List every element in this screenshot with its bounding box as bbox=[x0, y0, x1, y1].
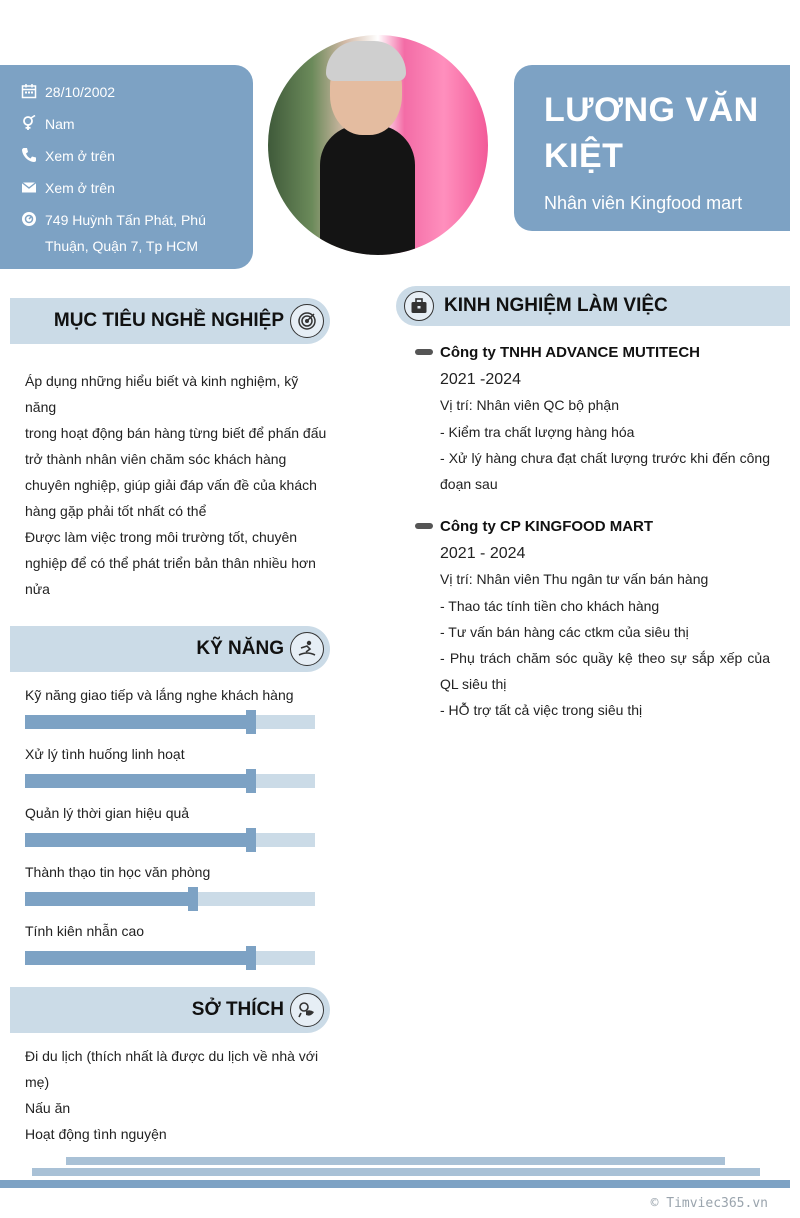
hobbies-title: SỞ THÍCH bbox=[191, 999, 284, 1020]
contact-phone bbox=[20, 143, 239, 169]
job-period: 2021 -2024 bbox=[440, 371, 521, 388]
phone-icon bbox=[20, 143, 38, 163]
gender-text: Nam bbox=[45, 116, 75, 132]
skill-label: Kỹ năng giao tiếp và lắng nghe khách hàng bbox=[25, 687, 294, 703]
skill-bar-fill bbox=[25, 892, 193, 906]
hobby-line: Hoạt động tình nguyện bbox=[25, 1126, 167, 1142]
contact-box bbox=[0, 65, 253, 269]
experience-header bbox=[396, 286, 790, 326]
skill-label: Tính kiên nhẫn cao bbox=[25, 923, 145, 939]
job-task: - HỖ trợ tất cả việc trong siêu thị bbox=[440, 702, 643, 718]
job-tasks bbox=[440, 593, 770, 723]
skill-bar-fill bbox=[25, 951, 251, 965]
skill-item bbox=[25, 864, 315, 906]
skill-bar bbox=[25, 833, 315, 847]
job-position: Vị trí: Nhân viên Thu ngân tư vấn bán hàng bbox=[440, 571, 709, 587]
objective-line: chuyên nghiệp, giúp giải đáp vấn đề của khách bbox=[25, 477, 317, 493]
job-company bbox=[415, 515, 770, 537]
job-task: - Xử lý hàng chưa đạt chất lượng trước khi đến công đoạn sau bbox=[440, 450, 770, 492]
job-entry bbox=[415, 515, 770, 723]
job-task: - Kiểm tra chất lượng hàng hóa bbox=[440, 424, 635, 440]
job-company bbox=[415, 341, 770, 363]
copyright-text: © Timviec365.vn bbox=[650, 1196, 768, 1211]
address-line-2: Thuận, Quận 7, Tp HCM bbox=[45, 238, 199, 254]
phone-text: Xem ở trên bbox=[45, 148, 115, 164]
candidate-role: Nhân viên Kingfood mart bbox=[544, 193, 743, 213]
contact-birthday bbox=[20, 79, 239, 105]
hobbies-header bbox=[10, 987, 330, 1033]
birthday-text: 28/10/2002 bbox=[45, 84, 116, 100]
contact-email bbox=[20, 175, 239, 201]
job-company-name: Công ty TNHH ADVANCE MUTITECH bbox=[440, 343, 700, 361]
hobby-line: Nấu ăn bbox=[25, 1100, 71, 1116]
skill-item bbox=[25, 746, 315, 788]
footer-line-bottom bbox=[0, 1180, 790, 1188]
job-task: - Tư vấn bán hàng các ctkm của siêu thị bbox=[440, 624, 689, 640]
objective-header bbox=[10, 298, 330, 344]
skill-bar-fill bbox=[25, 774, 251, 788]
job-position: Vị trí: Nhân viên QC bộ phận bbox=[440, 397, 619, 413]
skill-bar-knob bbox=[246, 769, 256, 793]
skill-bar-fill bbox=[25, 833, 251, 847]
profile-photo bbox=[268, 35, 488, 255]
gender-icon bbox=[20, 111, 38, 131]
objective-line: trở thành nhân viên chăm sóc khách hàng bbox=[25, 451, 287, 467]
objective-text bbox=[25, 368, 330, 602]
skills-header bbox=[10, 626, 330, 672]
skill-bar-knob bbox=[188, 887, 198, 911]
skill-bar-fill bbox=[25, 715, 251, 729]
skill-label: Xử lý tình huống linh hoạt bbox=[25, 746, 185, 762]
objective-line: hàng gặp phải tốt nhất có thể bbox=[25, 503, 207, 519]
skill-bar bbox=[25, 892, 315, 906]
contact-address bbox=[20, 207, 239, 259]
skill-label: Thành thạo tin học văn phòng bbox=[25, 864, 211, 880]
address-text bbox=[45, 207, 206, 259]
location-icon bbox=[20, 207, 38, 227]
objective-line: nửa bbox=[25, 581, 50, 597]
objective-title: MỤC TIÊU NGHỀ NGHIỆP bbox=[53, 310, 284, 331]
skill-bar bbox=[25, 774, 315, 788]
calendar-icon bbox=[20, 79, 38, 99]
job-company-name: Công ty CP KINGFOOD MART bbox=[440, 517, 654, 535]
photo-hair-shape bbox=[326, 41, 406, 81]
address-line-1: 749 Huỳnh Tấn Phát, Phú bbox=[45, 212, 206, 228]
skill-bar-knob bbox=[246, 828, 256, 852]
footer-line-middle bbox=[32, 1168, 760, 1176]
footer-line-top bbox=[66, 1157, 725, 1165]
objective-line: trong hoạt động bán hàng từng biết để phấn đấu bbox=[25, 425, 327, 441]
photo-body-shape bbox=[320, 125, 415, 255]
objective-line: nghiệp để có thể phát triển bản thân nhiều hơn bbox=[25, 555, 316, 571]
briefcase-icon bbox=[404, 291, 434, 321]
skills-title: KỸ NĂNG bbox=[196, 638, 284, 659]
candidate-name-line-2: KIỆT bbox=[544, 137, 624, 175]
target-icon bbox=[290, 304, 324, 338]
hobby-line: Đi du lịch (thích nhất là được du lịch về nhà với bbox=[25, 1048, 319, 1064]
hobbies-icon bbox=[290, 993, 324, 1027]
job-bullet-dash bbox=[415, 523, 433, 529]
job-task: - Phụ trách chăm sóc quầy kệ theo sự sắp xếp của QL siêu thị bbox=[440, 650, 770, 692]
skill-bar-knob bbox=[246, 710, 256, 734]
skill-item bbox=[25, 805, 315, 847]
job-entry bbox=[415, 341, 770, 497]
skills-icon bbox=[290, 632, 324, 666]
email-text: Xem ở trên bbox=[45, 180, 115, 196]
skill-item bbox=[25, 687, 315, 729]
name-box bbox=[514, 65, 790, 231]
objective-line: Được làm việc trong môi trường tốt, chuyên bbox=[25, 529, 298, 545]
skill-bar-knob bbox=[246, 946, 256, 970]
experience-title: KINH NGHIỆM LÀM VIỆC bbox=[444, 295, 668, 316]
objective-line: Áp dụng những hiểu biết và kinh nghiệm, kỹ năng bbox=[25, 373, 299, 415]
job-task: - Thao tác tính tiền cho khách hàng bbox=[440, 598, 660, 614]
job-period: 2021 - 2024 bbox=[440, 545, 526, 562]
skill-bar bbox=[25, 951, 315, 965]
skill-bar bbox=[25, 715, 315, 729]
job-bullet-dash bbox=[415, 349, 433, 355]
contact-gender bbox=[20, 111, 239, 137]
skill-label: Quản lý thời gian hiệu quả bbox=[25, 805, 190, 821]
hobby-line: mẹ) bbox=[25, 1074, 50, 1090]
hobbies-text bbox=[25, 1043, 330, 1147]
candidate-name-line-1: LƯƠNG VĂN bbox=[544, 91, 759, 129]
skill-item bbox=[25, 923, 315, 965]
mail-icon bbox=[20, 175, 38, 195]
job-tasks bbox=[440, 419, 770, 497]
